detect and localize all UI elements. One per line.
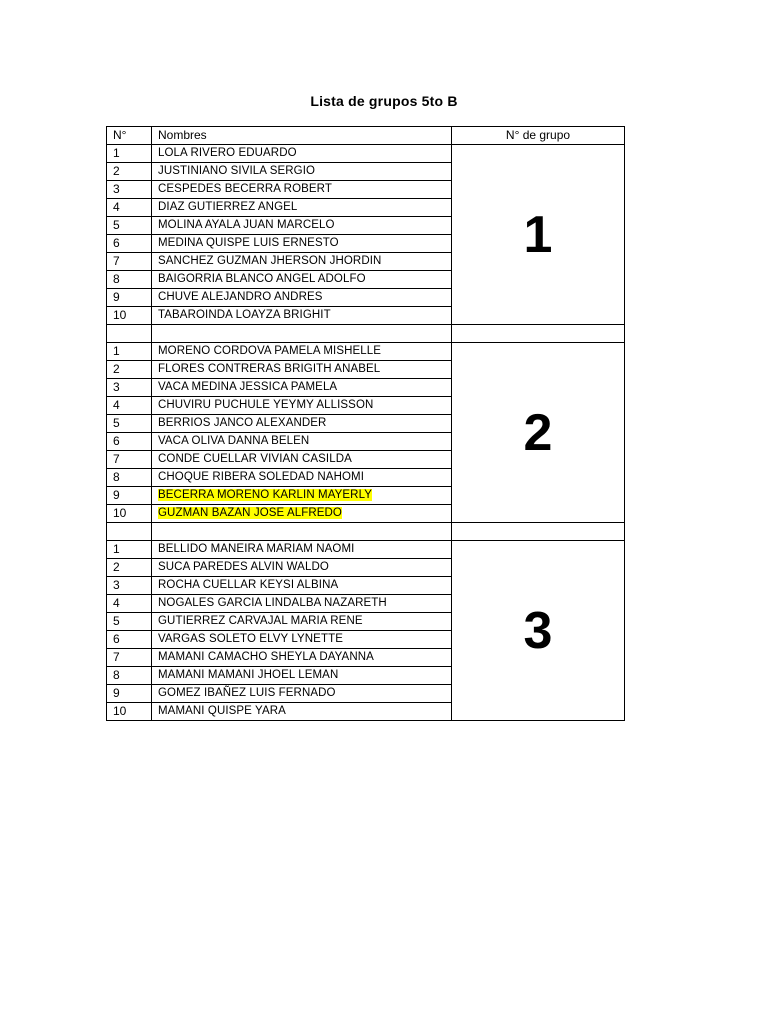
student-name: MEDINA QUISPE LUIS ERNESTO [158,237,339,249]
student-name-cell [152,199,452,217]
student-name-cell [152,253,452,271]
header-names: Nombres [152,127,452,145]
student-name-cell [152,559,452,577]
student-name-cell [152,469,452,487]
row-number: 5 [107,613,152,631]
student-name-cell [152,649,452,667]
student-name-cell [152,505,452,523]
student-name-cell [152,415,452,433]
student-name: BAIGORRIA BLANCO ANGEL ADOLFO [158,273,366,285]
row-number: 5 [107,415,152,433]
student-name: SUCA PAREDES ALVIN WALDO [158,561,329,573]
student-name: CHUVE ALEJANDRO ANDRES [158,291,323,303]
row-number: 3 [107,379,152,397]
group-separator-row [107,523,625,541]
student-name: GOMEZ IBAÑEZ LUIS FERNADO [158,687,336,699]
empty-cell [152,523,452,541]
student-name: MORENO CORDOVA PAMELA MISHELLE [158,345,382,357]
student-name-cell [152,487,452,505]
row-number: 7 [107,253,152,271]
student-name: MOLINA AYALA JUAN MARCELO [158,219,335,231]
row-number: 10 [107,307,152,325]
student-name-cell [152,307,452,325]
student-name-cell [152,181,452,199]
highlighted-student-name: BECERRA MORENO KARLIN MAYERLY [158,489,372,501]
row-number: 3 [107,181,152,199]
row-number: 3 [107,577,152,595]
row-number: 8 [107,271,152,289]
table-body [107,145,625,721]
student-name: NOGALES GARCIA LINDALBA NAZARETH [158,597,387,609]
empty-cell [107,523,152,541]
student-name: CONDE CUELLAR VIVIAN CASILDA [158,453,352,465]
student-name-cell [152,145,452,163]
student-name: CESPEDES BECERRA ROBERT [158,183,332,195]
student-name-cell [152,361,452,379]
row-number: 4 [107,595,152,613]
header-number: N° [107,127,152,145]
header-group-number: N° de grupo [452,127,625,145]
group-number-2: 2 [452,343,625,523]
student-name-cell [152,163,452,181]
student-name-cell [152,289,452,307]
student-name: DIAZ GUTIERREZ ANGEL [158,201,298,213]
row-number: 1 [107,541,152,559]
student-name-cell [152,613,452,631]
row-number: 4 [107,199,152,217]
student-name: ROCHA CUELLAR KEYSI ALBINA [158,579,339,591]
row-number: 10 [107,505,152,523]
row-number: 2 [107,361,152,379]
student-name: VARGAS SOLETO ELVY LYNETTE [158,633,343,645]
row-number: 7 [107,649,152,667]
student-name-cell [152,271,452,289]
student-name: BELLIDO MANEIRA MARIAM NAOMI [158,543,355,555]
empty-cell [452,523,625,541]
row-number: 2 [107,163,152,181]
student-name-cell [152,379,452,397]
row-number: 5 [107,217,152,235]
student-name: VACA MEDINA JESSICA PAMELA [158,381,338,393]
student-name: FLORES CONTRERAS BRIGITH ANABEL [158,363,381,375]
student-name: SANCHEZ GUZMAN JHERSON JHORDIN [158,255,382,267]
group-number-3: 3 [452,541,625,721]
student-name: MAMANI MAMANI JHOEL LEMAN [158,669,339,681]
student-name-cell [152,595,452,613]
row-number: 2 [107,559,152,577]
row-number: 9 [107,685,152,703]
table-row [107,541,625,559]
group-number-1: 1 [452,145,625,325]
group-separator-row [107,325,625,343]
student-name: CHOQUE RIBERA SOLEDAD NAHOMI [158,471,365,483]
student-name-cell [152,235,452,253]
student-name: BERRIOS JANCO ALEXANDER [158,417,327,429]
header-row [107,127,625,145]
student-name: JUSTINIANO SIVILA SERGIO [158,165,316,177]
student-name: CHUVIRU PUCHULE YEYMY ALLISSON [158,399,374,411]
empty-cell [152,325,452,343]
student-name: TABAROINDA LOAYZA BRIGHIT [158,309,331,321]
row-number: 10 [107,703,152,721]
row-number: 7 [107,451,152,469]
empty-cell [452,325,625,343]
row-number: 6 [107,631,152,649]
student-name-cell [152,433,452,451]
table-row [107,145,625,163]
row-number: 8 [107,667,152,685]
row-number: 6 [107,433,152,451]
row-number: 4 [107,397,152,415]
group-table [106,126,625,721]
student-name: LOLA RIVERO EDUARDO [158,147,297,159]
student-name-cell [152,541,452,559]
student-name-cell [152,631,452,649]
highlighted-student-name: GUZMAN BAZAN JOSE ALFREDO [158,507,342,519]
row-number: 9 [107,487,152,505]
table-row [107,343,625,361]
student-name: MAMANI QUISPE YARA [158,705,286,717]
student-name-cell [152,451,452,469]
student-name-cell [152,343,452,361]
row-number: 8 [107,469,152,487]
empty-cell [107,325,152,343]
student-name: MAMANI CAMACHO SHEYLA DAYANNA [158,651,374,663]
student-name: GUTIERREZ CARVAJAL MARIA RENE [158,615,363,627]
student-name-cell [152,667,452,685]
row-number: 1 [107,145,152,163]
row-number: 1 [107,343,152,361]
student-name-cell [152,217,452,235]
student-name-cell [152,685,452,703]
page-title: Lista de grupos 5to B [310,93,458,109]
table-header [107,127,625,145]
row-number: 9 [107,289,152,307]
student-name-cell [152,703,452,721]
student-name: VACA OLIVA DANNA BELEN [158,435,310,447]
student-name-cell [152,577,452,595]
student-name-cell [152,397,452,415]
row-number: 6 [107,235,152,253]
